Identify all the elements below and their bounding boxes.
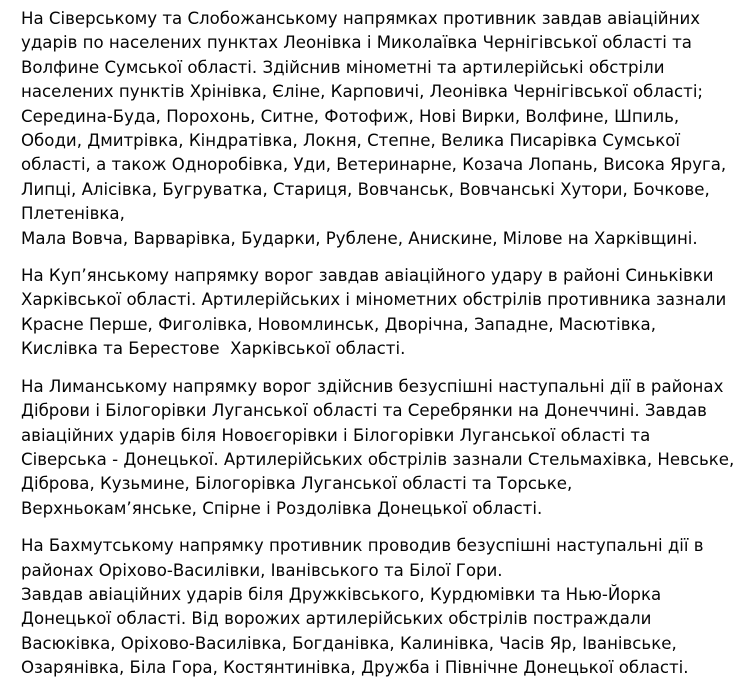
text-line: На Куп’янському напрямку ворог завдав авіаційного удару в районі Синьківки bbox=[21, 266, 714, 286]
text-line: На Бахмутському напрямку противник проводив безуспішні наступальні дії в bbox=[21, 536, 704, 556]
text-line: Донецької області. Від ворожих артилерійських обстрілів постраждали bbox=[21, 609, 652, 629]
text-line: населених пунктів Хрінівка, Єліне, Карповичі, Леонівка Чернігівської області; bbox=[21, 82, 704, 102]
text-line: Ободи, Дмитрівка, Кіндратівка, Локня, Степне, Велика Писарівка Сумської bbox=[21, 131, 681, 151]
text-line: Харківської області. Артилерійських і мінометних обстрілів противника зазнали bbox=[21, 290, 727, 310]
text-line: На Сіверському та Слобожанському напрямках противник завдав авіаційних bbox=[21, 9, 701, 28]
text-line: Липці, Алісівка, Бугруватка, Стариця, Вовчанськ, Вовчанські Хутори, Бочкове, bbox=[21, 179, 710, 199]
text-line: ударів по населених пунктах Леонівка і Миколаївка Чернігівської області та bbox=[21, 33, 692, 53]
paragraph-siversky-slobozhansky bbox=[21, 7, 727, 251]
text-line: Волфине Сумської області. Здійснив мінометні та артилерійські обстріли bbox=[21, 57, 665, 77]
text-line: Плетенівка, bbox=[21, 204, 125, 224]
text-line: На Лиманському напрямку ворог здійснив безуспішні наступальні дії в районах bbox=[21, 376, 724, 396]
text-line: Мала Вовча, Варварівка, Бударки, Рублене, Анискине, Мілове на Харківщині. bbox=[21, 228, 698, 248]
text-line: Діброви і Білогорівки Луганської області та Серебрянки на Донеччині. Завдав bbox=[21, 401, 707, 421]
text-line: Завдав авіаційних ударів біля Дружківського, Курдюмівки та Нью-Йорка bbox=[21, 584, 662, 604]
text-line: Верхньокам’янське, Спірне і Роздолівка Донецької області. bbox=[21, 498, 543, 518]
text-line: районах Оріхово-Василівки, Іванівського та Білої Гори. bbox=[21, 560, 503, 580]
paragraph-kupiansk bbox=[21, 264, 727, 362]
text-line: Діброва, Кузьмине, Білогорівка Луганської області та Торське, bbox=[21, 474, 573, 494]
text-line: Васюківка, Оріхово-Василівка, Богданівка, Калинівка, Часів Яр, Іванівське, bbox=[21, 633, 677, 653]
text-line: Озарянівка, Біла Гора, Костянтинівка, Дружба і Північне Донецької області. bbox=[21, 658, 689, 678]
text-line: Красне Перше, Фиголівка, Новомлинськ, Дворічна, Западне, Масютівка, bbox=[21, 314, 656, 334]
text-line: Середина-Буда, Порохонь, Ситне, Фотофиж, Нові Вирки, Волфине, Шпиль, bbox=[21, 106, 680, 126]
paragraph-bakhmut bbox=[21, 534, 721, 680]
paragraph-lyman bbox=[21, 375, 735, 521]
document-body bbox=[21, 7, 735, 694]
text-line: Сіверська - Донецької. Артилерійських обстрілів зазнали Стельмахівка, Невське, bbox=[21, 449, 735, 469]
text-line: Кислівка та Берестове Харківської області. bbox=[21, 339, 406, 359]
text-line: авіаційних ударів біля Новоєгорівки і Білогорівки Луганської області та bbox=[21, 425, 651, 445]
text-line: області, а також Одноробівка, Уди, Ветеринарне, Козача Лопань, Висока Яруга, bbox=[21, 155, 727, 175]
